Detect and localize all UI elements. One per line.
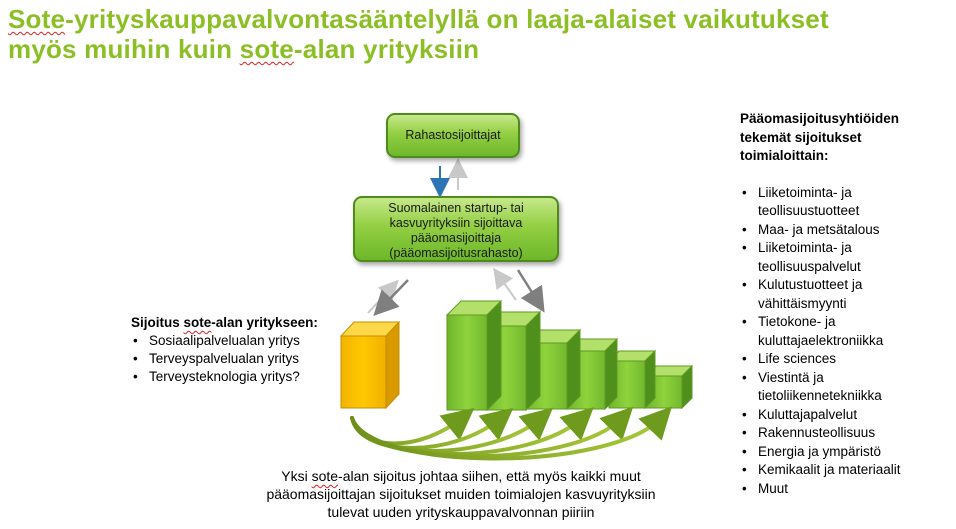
list-item: • Kemikaalit ja materiaalit	[740, 461, 950, 480]
title-line2-start: myös muihin kuin	[8, 34, 240, 64]
list-item: • Terveysteknologia yritys?	[131, 368, 341, 386]
impact-swoosh-arrows	[352, 418, 661, 459]
heading-sote-word: sote	[183, 315, 212, 330]
title-line2-sote: sote	[239, 34, 294, 64]
sote-company-list	[131, 332, 341, 386]
green-cube-1	[447, 301, 501, 410]
list-item: • Rakennusteollisuus	[740, 424, 950, 443]
caption-sote-word: sote	[311, 468, 339, 484]
list-item: • Muut	[740, 480, 950, 499]
industries-panel	[740, 110, 950, 498]
list-item: • Tietokone- ja kuluttajaelektroniikka	[740, 313, 950, 350]
sote-investment-panel	[131, 314, 341, 386]
arrow-up-right-light	[499, 276, 516, 300]
title-line1-rest: -yrityskauppavalvontasääntelyllä on laaja-alaiset vaikutukset	[65, 4, 829, 34]
industries-heading: Pääomasijoitusyhtiöiden tekemät sijoitukset toimialoittain:	[740, 111, 900, 163]
sote-investment-heading	[131, 314, 341, 332]
caption-part: -alan sijoitus johtaa siihen, että myös kaikki muut pääomasijoittajan sijoitukset muiden toimialojen kasvuyrityksiin tulevat uuden yrityskauppavalvonnan piiriin	[266, 468, 656, 520]
list-item	[740, 350, 950, 369]
caption-part: Yksi	[281, 468, 312, 484]
fund-investors-box: Rahastosijoittajat	[386, 113, 520, 158]
list-item: • Kuluttajapalvelut	[740, 406, 950, 425]
list-item: • Liiketoiminta- ja teollisuustuotteet	[740, 184, 950, 221]
industries-list	[740, 184, 950, 499]
list-item: • Terveyspalvelualan yritys	[131, 350, 341, 368]
bottom-caption	[256, 467, 666, 521]
list-item: • Energia ja ympäristö	[740, 443, 950, 462]
title-line2-end: -alan yrityksiin	[293, 34, 480, 64]
title-sote-word: Sote	[8, 4, 66, 34]
arrow-down-right-gray	[518, 270, 538, 302]
list-item: • Liiketoiminta- ja teollisuuspalvelut	[740, 239, 950, 276]
orange-cube-sote	[341, 322, 399, 408]
heading-part: Sijoitus	[131, 315, 184, 330]
list-item: • Viestintä ja tietoliikennetekniikka	[740, 369, 950, 406]
startup-investor-box: Suomalainen startup- tai kasvuyrityksiin sijoittava pääomasijoittaja (pääomasijoitusrahasto)	[353, 196, 559, 262]
list-item: • Kulutustuotteet ja vähittäismyynti	[740, 276, 950, 313]
list-item: • Sosiaalipalvelualan yritys	[131, 332, 341, 350]
heading-part: -alan yritykseen:	[211, 315, 318, 330]
life-sciences-text: Life sciences	[758, 351, 837, 366]
list-item: • Maa- ja metsätalous	[740, 221, 950, 240]
